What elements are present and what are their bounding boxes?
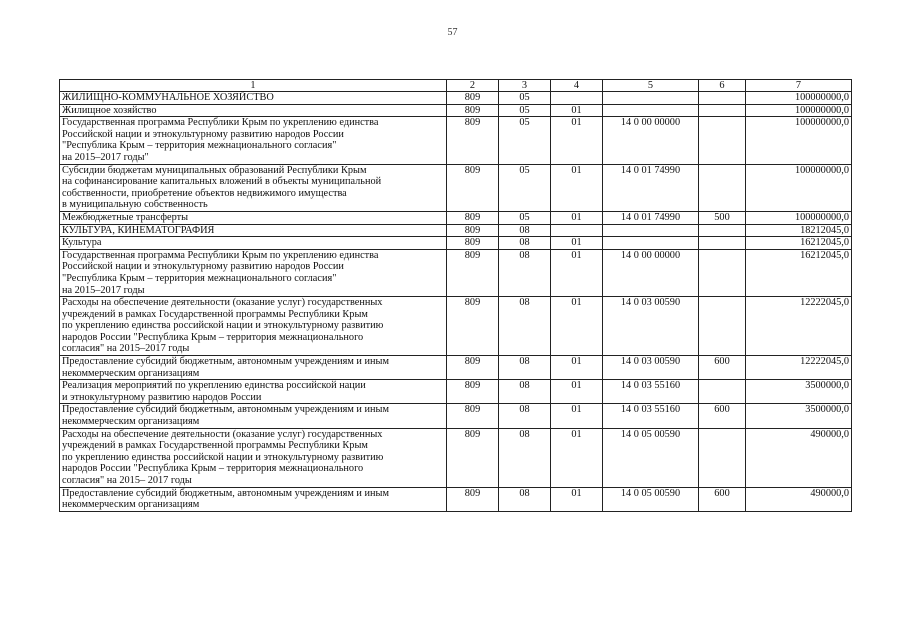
row-ministry-code: 809 xyxy=(447,92,499,105)
table-row xyxy=(60,164,852,211)
row-target-code: 14 0 00 00000 xyxy=(603,117,699,164)
header-row xyxy=(60,80,852,92)
row-target-code: 14 0 05 00590 xyxy=(603,487,699,511)
row-name: Предоставление субсидий бюджетным, автономным учреждениям и иным некоммерческим организациям xyxy=(60,487,447,511)
row-ministry-code: 809 xyxy=(447,237,499,250)
row-subsection-code: 01 xyxy=(551,164,603,211)
row-target-code xyxy=(603,224,699,237)
row-expense-type xyxy=(699,117,746,164)
row-target-code xyxy=(603,237,699,250)
row-amount: 18212045,0 xyxy=(746,224,852,237)
row-amount: 490000,0 xyxy=(746,487,852,511)
row-target-code: 14 0 03 00590 xyxy=(603,356,699,380)
row-subsection-code: 01 xyxy=(551,211,603,224)
table-row xyxy=(60,297,852,356)
row-amount: 3500000,0 xyxy=(746,404,852,428)
row-ministry-code: 809 xyxy=(447,428,499,487)
row-name: Предоставление субсидий бюджетным, автономным учреждениям и иным некоммерческим организациям xyxy=(60,356,447,380)
row-ministry-code: 809 xyxy=(447,117,499,164)
row-name: Реализация мероприятий по укреплению единства российской нации и этнокультурному развитию народов России xyxy=(60,380,447,404)
row-section-code: 08 xyxy=(499,237,551,250)
row-amount: 100000000,0 xyxy=(746,211,852,224)
row-ministry-code: 809 xyxy=(447,249,499,296)
row-section-code: 05 xyxy=(499,117,551,164)
row-expense-type: 500 xyxy=(699,211,746,224)
row-amount: 16212045,0 xyxy=(746,249,852,296)
table-body xyxy=(60,92,852,512)
row-amount: 12222045,0 xyxy=(746,356,852,380)
row-amount: 100000000,0 xyxy=(746,117,852,164)
row-ministry-code: 809 xyxy=(447,297,499,356)
table-row xyxy=(60,249,852,296)
row-subsection-code: 01 xyxy=(551,117,603,164)
row-target-code: 14 0 05 00590 xyxy=(603,428,699,487)
row-ministry-code: 809 xyxy=(447,356,499,380)
header-col-3: 3 xyxy=(499,80,551,92)
row-section-code: 08 xyxy=(499,428,551,487)
row-expense-type xyxy=(699,249,746,296)
row-ministry-code: 809 xyxy=(447,224,499,237)
header-col-6: 6 xyxy=(699,80,746,92)
page-number: 57 xyxy=(447,27,458,38)
row-section-code: 05 xyxy=(499,211,551,224)
row-subsection-code: 01 xyxy=(551,104,603,117)
row-name: Государственная программа Республики Крым по укреплению единства Российской нации и этнокультурному развитию народов России "Республика Крым – территория межнационального согласия" на 2015–2017 годы xyxy=(60,249,447,296)
row-subsection-code: 01 xyxy=(551,404,603,428)
row-amount: 100000000,0 xyxy=(746,164,852,211)
row-section-code: 08 xyxy=(499,297,551,356)
row-expense-type: 600 xyxy=(699,487,746,511)
row-subsection-code: 01 xyxy=(551,297,603,356)
row-ministry-code: 809 xyxy=(447,164,499,211)
table-row xyxy=(60,92,852,105)
table-row xyxy=(60,117,852,164)
row-section-code: 05 xyxy=(499,164,551,211)
row-subsection-code: 01 xyxy=(551,356,603,380)
row-name: ЖИЛИЩНО-КОММУНАЛЬНОЕ ХОЗЯЙСТВО xyxy=(60,92,447,105)
row-subsection-code: 01 xyxy=(551,249,603,296)
row-ministry-code: 809 xyxy=(447,487,499,511)
row-amount: 100000000,0 xyxy=(746,92,852,105)
row-section-code: 08 xyxy=(499,224,551,237)
header-col-2: 2 xyxy=(447,80,499,92)
row-subsection-code: 01 xyxy=(551,487,603,511)
row-section-code: 08 xyxy=(499,356,551,380)
row-target-code: 14 0 03 55160 xyxy=(603,380,699,404)
row-section-code: 08 xyxy=(499,380,551,404)
row-subsection-code xyxy=(551,224,603,237)
row-subsection-code: 01 xyxy=(551,428,603,487)
table-row xyxy=(60,380,852,404)
row-name: Культура xyxy=(60,237,447,250)
row-expense-type xyxy=(699,164,746,211)
row-ministry-code: 809 xyxy=(447,211,499,224)
row-target-code: 14 0 03 00590 xyxy=(603,297,699,356)
row-expense-type xyxy=(699,380,746,404)
row-target-code xyxy=(603,104,699,117)
row-expense-type: 600 xyxy=(699,356,746,380)
table-row xyxy=(60,237,852,250)
row-ministry-code: 809 xyxy=(447,104,499,117)
row-ministry-code: 809 xyxy=(447,404,499,428)
row-name: Расходы на обеспечение деятельности (оказание услуг) государственных учреждений в рамках Государственной программы Республики Крым по укреплению единства российской нации и этнокультурному развитию народов России "Республика Крым – территория межнационального согласия" на 2015– 2017 годы xyxy=(60,428,447,487)
row-name: КУЛЬТУРА, КИНЕМАТОГРАФИЯ xyxy=(60,224,447,237)
row-expense-type xyxy=(699,104,746,117)
row-expense-type xyxy=(699,297,746,356)
row-expense-type xyxy=(699,92,746,105)
row-section-code: 05 xyxy=(499,104,551,117)
row-target-code xyxy=(603,92,699,105)
row-section-code: 08 xyxy=(499,249,551,296)
row-ministry-code: 809 xyxy=(447,380,499,404)
row-amount: 3500000,0 xyxy=(746,380,852,404)
row-expense-type xyxy=(699,428,746,487)
header-col-4: 4 xyxy=(551,80,603,92)
table-row xyxy=(60,487,852,511)
row-name: Расходы на обеспечение деятельности (оказание услуг) государственных учреждений в рамках Государственной программы Республики Крым по укреплению единства российской нации и этнокультурному развитию народов России "Республика Крым – территория межнационального согласия" на 2015–2017 годы xyxy=(60,297,447,356)
table-row xyxy=(60,224,852,237)
row-target-code: 14 0 01 74990 xyxy=(603,211,699,224)
header-col-5: 5 xyxy=(603,80,699,92)
row-amount: 16212045,0 xyxy=(746,237,852,250)
table-row xyxy=(60,356,852,380)
row-name: Субсидии бюджетам муниципальных образований Республики Крым на софинансирование капитальных вложений в объекты муниципальной собственности, приобретение объектов недвижимого имущества в муниципальную собственность xyxy=(60,164,447,211)
row-subsection-code: 01 xyxy=(551,380,603,404)
row-amount: 12222045,0 xyxy=(746,297,852,356)
row-name: Предоставление субсидий бюджетным, автономным учреждениям и иным некоммерческим организациям xyxy=(60,404,447,428)
row-subsection-code: 01 xyxy=(551,237,603,250)
row-expense-type: 600 xyxy=(699,404,746,428)
row-section-code: 08 xyxy=(499,487,551,511)
row-target-code: 14 0 00 00000 xyxy=(603,249,699,296)
row-section-code: 08 xyxy=(499,404,551,428)
table-row xyxy=(60,211,852,224)
table-row xyxy=(60,404,852,428)
row-section-code: 05 xyxy=(499,92,551,105)
row-amount: 490000,0 xyxy=(746,428,852,487)
row-amount: 100000000,0 xyxy=(746,104,852,117)
budget-table xyxy=(59,79,852,512)
row-name: Жилищное хозяйство xyxy=(60,104,447,117)
row-subsection-code xyxy=(551,92,603,105)
table-row xyxy=(60,104,852,117)
row-target-code: 14 0 03 55160 xyxy=(603,404,699,428)
row-target-code: 14 0 01 74990 xyxy=(603,164,699,211)
row-expense-type xyxy=(699,224,746,237)
header-col-7: 7 xyxy=(746,80,852,92)
row-name: Межбюджетные трансферты xyxy=(60,211,447,224)
row-expense-type xyxy=(699,237,746,250)
header-col-1: 1 xyxy=(60,80,447,92)
row-name: Государственная программа Республики Крым по укреплению единства Российской нации и этнокультурному развитию народов России "Республика Крым – территория межнационального согласия" на 2015–2017 годы" xyxy=(60,117,447,164)
table-row xyxy=(60,428,852,487)
